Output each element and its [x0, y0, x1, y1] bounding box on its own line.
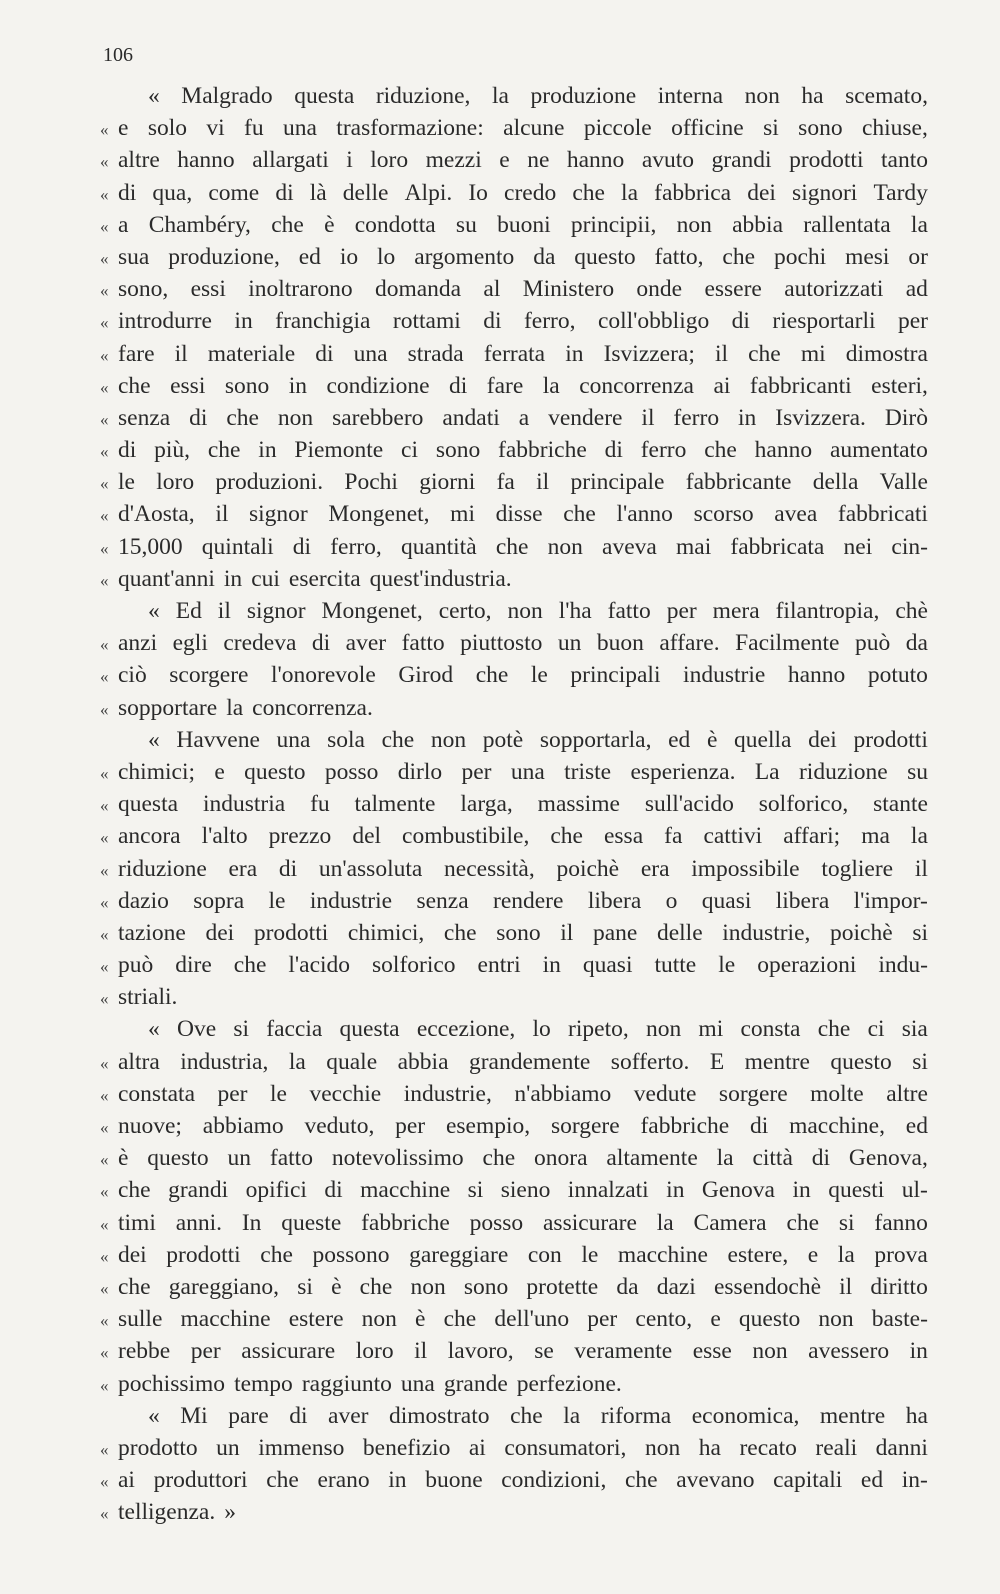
line-text: introdurre in franchigia rottami di ferro, coll'obbligo di riesportarli per: [118, 308, 928, 335]
line-text: telligenza. »: [118, 1499, 236, 1526]
line-text: è questo un fatto notevolissimo che onora altamente la città di Genova,: [118, 1145, 928, 1172]
text-line: [100, 1145, 928, 1177]
line-quote-mark: «: [100, 377, 109, 397]
line-text: ancora l'alto prezzo del combustibile, che essa fa cattivi affari; ma la: [118, 823, 928, 850]
line-text: sulle macchine estere non è che dell'uno per cento, e questo non baste-: [118, 1306, 928, 1333]
text-line: [100, 1435, 928, 1467]
line-quote-mark: «: [100, 538, 109, 558]
line-text: questa industria fu talmente larga, massime sull'acido solforico, stante: [118, 791, 928, 818]
text-line: [100, 308, 928, 340]
line-text: che essi sono in condizione di fare la concorrenza ai fabbricanti esteri,: [118, 372, 928, 399]
line-quote-mark: «: [100, 1182, 109, 1202]
line-quote-mark: «: [100, 1504, 109, 1524]
line-text: 15,000 quintali di ferro, quantità che non aveva mai fabbricata nei cin-: [118, 533, 928, 560]
line-text: anzi egli credeva di aver fatto piuttosto un buon affare. Facilmente può da: [118, 630, 928, 657]
text-line: [100, 888, 928, 920]
text-line: [100, 83, 928, 115]
text-line: [100, 1467, 928, 1499]
line-text: timi anni. In queste fabbriche posso assicurare la Camera che si fanno: [118, 1209, 928, 1236]
text-line: [100, 180, 928, 212]
line-quote-mark: «: [100, 248, 109, 268]
line-quote-mark: «: [100, 796, 109, 816]
line-text: prodotto un immenso benefizio ai consumatori, non ha recato reali danni: [118, 1434, 928, 1461]
text-line: [100, 276, 928, 308]
line-quote-mark: «: [100, 1246, 109, 1266]
line-text: ciò scorgere l'onorevole Girod che le principali industrie hanno potuto: [118, 662, 928, 689]
line-quote-mark: «: [100, 957, 109, 977]
line-quote-mark: «: [100, 989, 109, 1009]
line-text: « Malgrado questa riduzione, la produzione interna non ha scemato,: [148, 83, 928, 109]
body-text: [100, 83, 928, 1531]
text-line: [100, 695, 928, 727]
line-text: d'Aosta, il signor Mongenet, mi disse che l'anno scorso avea fabbricati: [118, 501, 928, 528]
line-quote-mark: «: [100, 892, 109, 912]
line-quote-mark: «: [100, 1118, 109, 1137]
text-line: [100, 501, 928, 533]
line-text: che gareggiano, si è che non sono protette da dazi essendochè il diritto: [118, 1273, 928, 1300]
line-text: sono, essi inoltrarono domanda al Ministero onde essere autorizzati ad: [118, 276, 928, 303]
line-quote-mark: «: [100, 1150, 109, 1170]
text-line: [100, 566, 928, 598]
line-text: sua produzione, ed io lo argomento da questo fatto, che pochi mesi or: [118, 243, 928, 270]
line-quote-mark: «: [100, 216, 109, 236]
line-text: « Mi pare di aver dimostrato che la riforma economica, mentre ha: [148, 1402, 928, 1429]
line-text: di più, che in Piemonte ci sono fabbriche di ferro che hanno aumentato: [118, 437, 928, 464]
text-line: [100, 1499, 928, 1531]
line-text: dei prodotti che possono gareggiare con le macchine estere, e la prova: [118, 1241, 928, 1268]
line-quote-mark: «: [100, 828, 109, 848]
line-text: senza di che non sarebbero andati a vendere il ferro in Isvizzera. Dirò: [118, 404, 928, 431]
text-line: [100, 469, 928, 501]
line-quote-mark: «: [100, 924, 109, 944]
text-line: [100, 630, 928, 662]
line-quote-mark: «: [100, 409, 109, 429]
text-line: [100, 341, 928, 373]
line-quote-mark: «: [100, 667, 109, 687]
text-line: [100, 437, 928, 469]
text-line: [100, 984, 928, 1016]
line-text: riduzione era di un'assoluta necessità, poichè era impossibile togliere il: [118, 855, 928, 882]
text-line: [100, 147, 928, 179]
line-quote-mark: «: [100, 281, 109, 301]
line-text: pochissimo tempo raggiunto una grande perfezione.: [118, 1370, 622, 1397]
text-line: [100, 856, 928, 888]
line-text: che grandi opifici di macchine si sieno innalzati in Genova in questi ul-: [118, 1177, 928, 1204]
line-text: a Chambéry, che è condotta su buoni principii, non abbia rallentata la: [118, 211, 928, 238]
line-text: striali.: [118, 984, 178, 1011]
page-number: 106: [103, 44, 133, 66]
line-text: constata per le vecchie industrie, n'abbiamo vedute sorgere molte altre: [118, 1080, 928, 1107]
line-text: chimici; e questo posso dirlo per una triste esperienza. La riduzione su: [118, 758, 928, 785]
line-quote-mark: «: [100, 1343, 109, 1363]
line-quote-mark: «: [100, 1472, 109, 1492]
line-quote-mark: «: [100, 474, 109, 494]
text-line: [100, 1306, 928, 1338]
line-quote-mark: «: [100, 152, 109, 172]
line-text: le loro produzioni. Pochi giorni fa il principale fabbricante della Valle: [118, 469, 928, 496]
text-line: [100, 1081, 928, 1113]
line-quote-mark: «: [100, 763, 109, 783]
line-quote-mark: «: [100, 1439, 109, 1459]
text-line: [100, 1242, 928, 1274]
line-quote-mark: «: [100, 1278, 109, 1298]
line-quote-mark: «: [100, 570, 109, 590]
text-line: [100, 534, 928, 566]
text-line: [100, 823, 928, 855]
line-text: dazio sopra le industrie senza rendere libera o quasi libera l'impor-: [118, 887, 928, 914]
line-text: e solo vi fu una trasformazione: alcune piccole officine si sono chiuse,: [118, 115, 928, 142]
line-text: nuove; abbiamo veduto, per esempio, sorgere fabbriche di macchine, ed: [118, 1113, 928, 1139]
text-line: [100, 727, 928, 759]
text-line: [100, 244, 928, 276]
text-line: [100, 759, 928, 791]
line-text: altra industria, la quale abbia grandemente sofferto. E mentre questo si: [118, 1048, 928, 1075]
line-text: ai produttori che erano in buone condizioni, che avevano capitali ed in-: [118, 1467, 928, 1494]
line-quote-mark: «: [100, 184, 109, 204]
text-line: [100, 115, 928, 147]
line-text: altre hanno allargati i loro mezzi e ne hanno avuto grandi prodotti tanto: [118, 147, 928, 174]
text-line: [100, 1371, 928, 1403]
line-quote-mark: «: [100, 120, 109, 140]
line-text: può dire che l'acido solforico entri in quasi tutte le operazioni indu-: [118, 952, 928, 979]
text-line: [100, 598, 928, 630]
line-quote-mark: «: [100, 313, 109, 333]
text-line: [100, 1049, 928, 1081]
line-quote-mark: «: [100, 442, 109, 462]
line-text: tazione dei prodotti chimici, che sono il pane delle industrie, poichè si: [118, 919, 928, 946]
text-line: [100, 791, 928, 823]
line-quote-mark: «: [100, 635, 109, 655]
text-line: [100, 212, 928, 244]
text-line: [100, 952, 928, 984]
line-quote-mark: «: [100, 1053, 109, 1073]
text-line: [100, 1016, 928, 1048]
line-text: rebbe per assicurare loro il lavoro, se veramente esse non avessero in: [118, 1338, 928, 1365]
line-text: di qua, come di là delle Alpi. Io credo che la fabbrica dei signori Tardy: [118, 179, 928, 206]
text-line: [100, 920, 928, 952]
line-quote-mark: «: [100, 506, 109, 526]
line-quote-mark: «: [100, 1085, 109, 1105]
line-quote-mark: «: [100, 1311, 109, 1331]
text-line: [100, 1113, 928, 1145]
line-text: « Ove si faccia questa eccezione, lo ripeto, non mi consta che ci sia: [148, 1016, 928, 1043]
line-text: fare il materiale di una strada ferrata in Isvizzera; il che mi dimostra: [118, 340, 928, 367]
line-quote-mark: «: [100, 860, 109, 880]
text-line: [100, 405, 928, 437]
text-line: [100, 1338, 928, 1370]
line-quote-mark: «: [100, 699, 109, 719]
text-line: [100, 1210, 928, 1242]
text-line: [100, 1177, 928, 1209]
line-text: « Havvene una sola che non potè sopportarla, ed è quella dei prodotti: [148, 726, 928, 753]
text-line: [100, 1403, 928, 1435]
line-text: « Ed il signor Mongenet, certo, non l'ha fatto per mera filantropia, chè: [148, 598, 928, 624]
line-text: sopportare la concorrenza.: [118, 694, 373, 721]
text-line: [100, 373, 928, 405]
line-text: quant'anni in cui esercita quest'industria.: [118, 565, 512, 592]
line-quote-mark: «: [100, 1375, 109, 1395]
text-line: [100, 662, 928, 694]
line-quote-mark: «: [100, 1214, 109, 1234]
line-quote-mark: «: [100, 345, 109, 365]
text-line: [100, 1274, 928, 1306]
